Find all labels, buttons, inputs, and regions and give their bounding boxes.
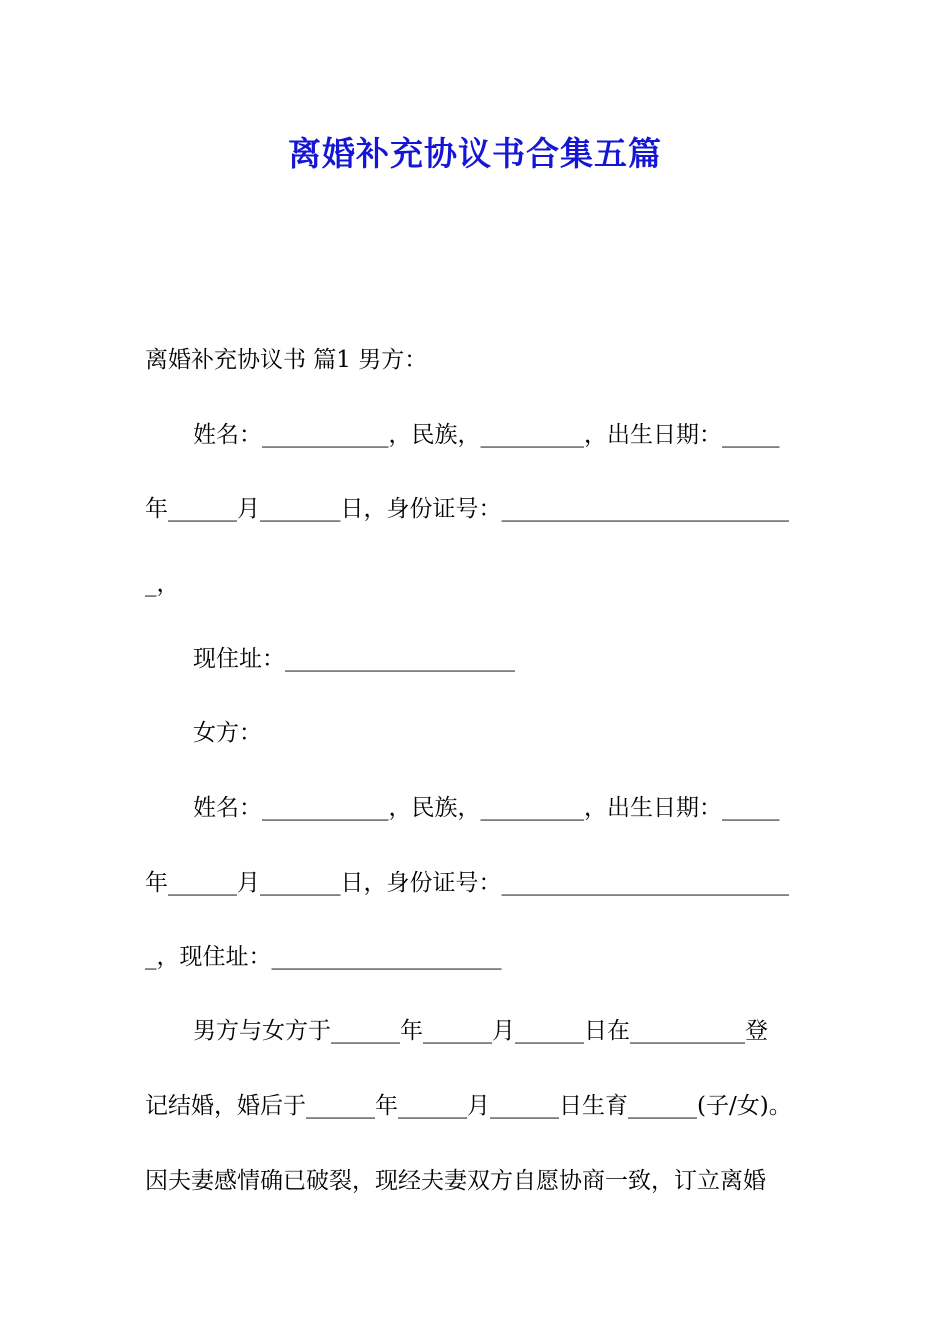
- section-heading-line: 离婚补充协议书 篇1 男方：: [145, 347, 428, 373]
- female-birth-id-line: 年______月_______日，身份证号：_________________________: [145, 870, 789, 896]
- male-id-continuation-line: _，: [145, 571, 180, 597]
- female-label-line: 女方：: [193, 720, 262, 746]
- male-name-line: 姓名：___________，民族，_________，出生日期：_____: [193, 422, 780, 448]
- male-birth-id-line: 年______月_______日，身份证号：_________________________: [145, 496, 789, 522]
- female-address-line: _，现住址：____________________: [145, 944, 502, 970]
- female-name-line: 姓名：___________，民族，_________，出生日期：_____: [193, 795, 780, 821]
- marriage-paragraph-line-3: 因夫妻感情确已破裂，现经夫妻双方自愿协商一致，订立离婚: [145, 1168, 766, 1194]
- marriage-paragraph-line-2: 记结婚，婚后于______年______月______日生育______(子/女)。: [145, 1093, 792, 1119]
- document-title: 离婚补充协议书合集五篇: [288, 134, 662, 173]
- male-address-line: 现住址：____________________: [193, 646, 515, 672]
- marriage-paragraph-line-1: 男方与女方于______年______月______日在__________登: [193, 1018, 768, 1044]
